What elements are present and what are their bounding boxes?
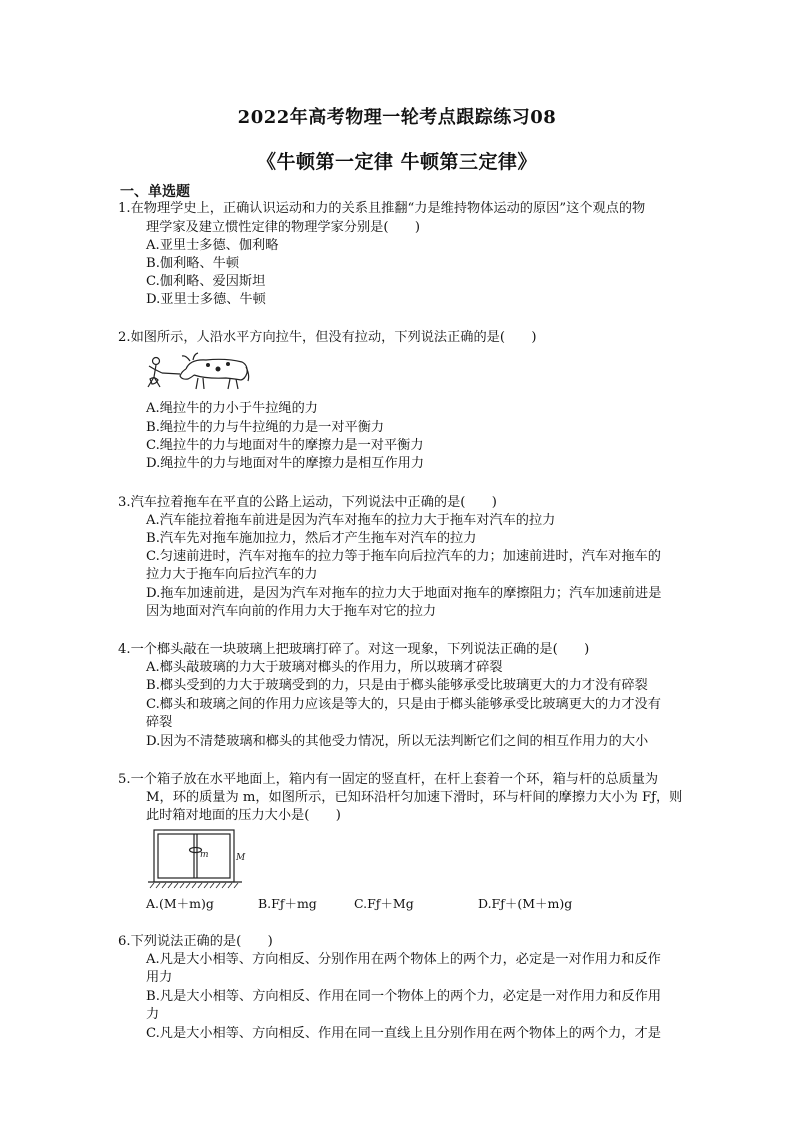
q5-option-c: C.Fƒ＋Mg: [354, 896, 414, 911]
q4-option-d: D.因为不清楚玻璃和榔头的其他受力情况，所以无法判断它们之间的相互作用力的大小: [146, 734, 649, 749]
document-title: 2022年高考物理一轮考点跟踪练习08: [237, 107, 557, 128]
q2-option-c: C.绳拉牛的力与地面对牛的摩擦力是一对平衡力: [146, 438, 424, 453]
q6-stem-line-1: 6.下列说法正确的是( ): [118, 934, 273, 949]
q6-option-c: C.凡是大小相等、方向相反、作用在同一直线上且分别作用在两个物体上的两个力，才是: [146, 1026, 661, 1041]
document-subtitle: 《牛顿第一定律 牛顿第三定律》: [256, 151, 538, 173]
q3-option-d-cont: 因为地面对汽车向前的作用力大于拖车对它的拉力: [146, 604, 437, 619]
q3-option-c: C.匀速前进时，汽车对拖车的拉力等于拖车向后拉汽车的力；加速前进时，汽车对拖车的: [146, 549, 661, 564]
q5-stem-line-3: 此时箱对地面的压力大小是( ): [146, 808, 341, 823]
q3-stem-line-1: 3.汽车拉着拖车在平直的公路上运动，下列说法中正确的是( ): [118, 495, 497, 510]
q3-option-b: B.汽车先对拖车施加拉力，然后才产生拖车对汽车的拉力: [146, 531, 477, 546]
q4-option-c: C.榔头和玻璃之间的作用力应该是等大的，只是由于榔头能够承受比玻璃更大的力才没有: [146, 697, 661, 712]
q6-option-a: A.凡是大小相等、方向相反、分别作用在两个物体上的两个力，必定是一对作用力和反作: [146, 952, 661, 967]
q1-option-d: D.亚里士多德、牛顿: [146, 292, 266, 307]
q2-option-b: B.绳拉牛的力与牛拉绳的力是一对平衡力: [146, 420, 385, 435]
fig-label-ring-mass: m: [200, 850, 209, 860]
box-rod-ring-figure: [146, 828, 246, 890]
q1-option-b: B.伽利略、牛顿: [146, 256, 240, 271]
q6-option-b-cont: 力: [146, 1007, 160, 1022]
q3-option-d: D.拖车加速前进，是因为汽车对拖车的拉力大于地面对拖车的摩擦阻力；汽车加速前进是: [146, 586, 662, 601]
q5-option-a: A.(M＋m)g: [146, 896, 214, 911]
q1-option-a: A.亚里士多德、伽利略: [146, 238, 279, 253]
q4-option-a: A.榔头敲玻璃的力大于玻璃对榔头的作用力，所以玻璃才碎裂: [146, 660, 503, 675]
q1-stem-line-1: 1.在物理学史上，正确认识运动和力的关系且推翻“力是维持物体运动的原因”这个观点的物: [118, 201, 646, 216]
q2-option-a: A.绳拉牛的力小于牛拉绳的力: [146, 401, 318, 416]
q1-stem-line-2: 理学家及建立惯性定律的物理学家分别是( ): [146, 220, 421, 235]
person-pulling-ox-figure: [146, 349, 250, 393]
q4-option-c-cont: 碎裂: [146, 715, 173, 730]
q4-stem-line-1: 4.一个榔头敲在一块玻璃上把玻璃打碎了。对这一现象，下列说法正确的是( ): [118, 642, 590, 657]
q6-option-b: B.凡是大小相等、方向相反、作用在同一个物体上的两个力，必定是一对作用力和反作用: [146, 989, 662, 1004]
q2-option-d: D.绳拉牛的力与地面对牛的摩擦力是相互作用力: [146, 456, 425, 471]
fig-label-box-mass: M: [236, 853, 246, 863]
q5-stem-line-2: M，环的质量为 m，如图所示，已知环沿杆匀加速下滑时，环与杆间的摩擦力大小为 Fƒ，则: [146, 790, 683, 805]
q4-option-b: B.榔头受到的力大于玻璃受到的力，只是由于榔头能够承受比玻璃更大的力才没有碎裂: [146, 678, 648, 693]
q3-option-a: A.汽车能拉着拖车前进是因为汽车对拖车的拉力大于拖车对汽车的拉力: [146, 513, 556, 528]
q3-option-c-cont: 拉力大于拖车向后拉汽车的力: [146, 567, 318, 582]
section-heading: 一、单选题: [120, 184, 190, 200]
q1-option-c: C.伽利略、爱因斯坦: [146, 274, 266, 289]
q6-option-a-cont: 用力: [146, 970, 173, 985]
q5-option-b: B.Fƒ＋mg: [258, 896, 317, 911]
q5-option-d: D.Fƒ＋(M＋m)g: [478, 896, 573, 911]
q2-stem-line-1: 2.如图所示，人沿水平方向拉牛，但没有拉动，下列说法正确的是( ): [118, 330, 537, 345]
q5-stem-line-1: 5.一个箱子放在水平地面上，箱内有一固定的竖直杆，在杆上套着一个环，箱与杆的总质量为: [118, 772, 659, 787]
